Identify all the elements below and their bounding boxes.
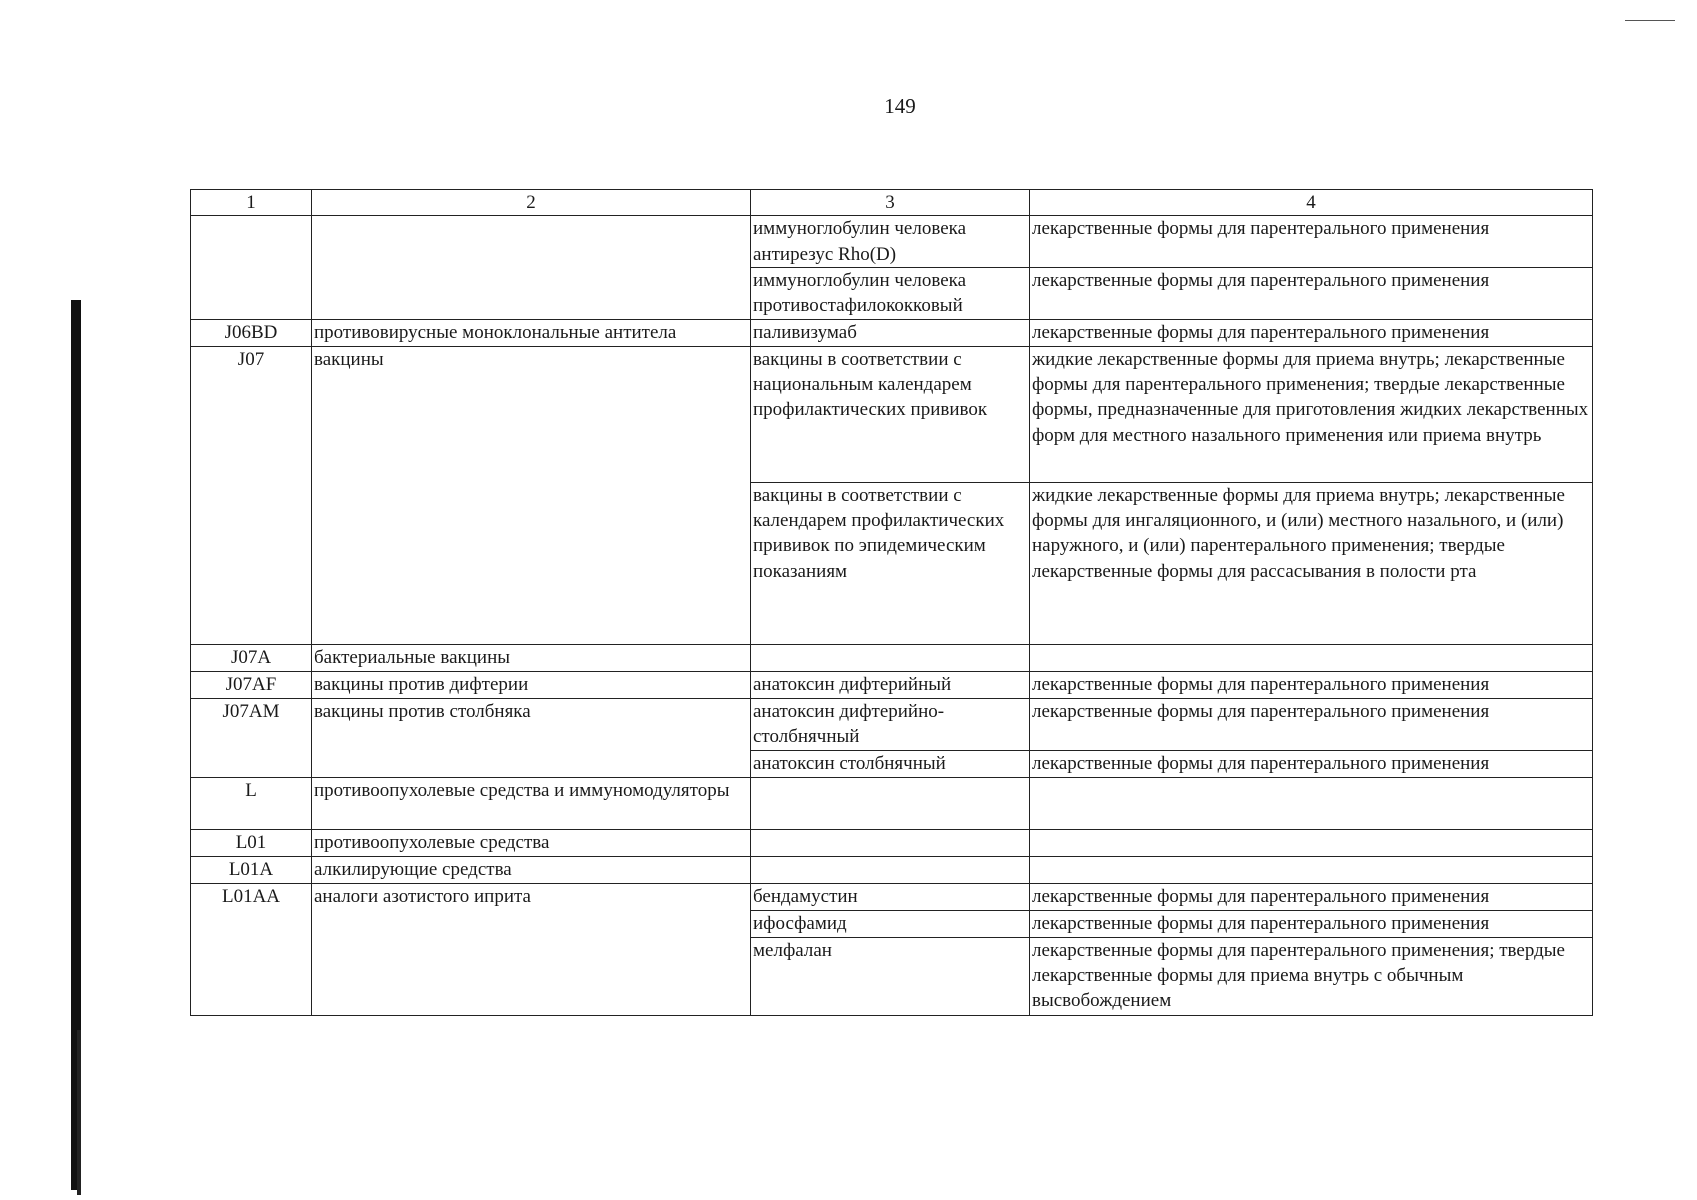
group-name-cell: противовирусные моноклональные антитела [312,319,751,346]
drug-name-cell: анатоксин столбнячный [751,750,1030,777]
drug-name-cell: бендамустин [751,883,1030,910]
group-name-cell: вакцины против столбняка [312,698,751,777]
group-name-cell: аналоги азотистого иприта [312,883,751,1015]
table-row [191,856,1593,883]
dosage-form-cell: лекарственные формы для парентерального применения [1030,910,1593,937]
drug-name-cell: иммуноглобулин человека антирезус Rho(D) [751,216,1030,268]
dosage-form-cell: лекарственные формы для парентерального применения [1030,883,1593,910]
dosage-form-cell: лекарственные формы для парентерального применения [1030,267,1593,319]
dosage-form-cell [1030,644,1593,671]
dosage-form-cell: лекарственные формы для парентерального применения [1030,319,1593,346]
dosage-form-cell: лекарственные формы для парентерального применения [1030,698,1593,750]
group-name-cell: вакцины против дифтерии [312,671,751,698]
drug-name-cell [751,644,1030,671]
group-name-cell: противоопухолевые средства [312,829,751,856]
scan-edge-shadow-inner [77,1030,81,1195]
drug-name-cell [751,856,1030,883]
table-row [191,829,1593,856]
dosage-form-cell: лекарственные формы для парентерального применения [1030,671,1593,698]
table-row [191,698,1593,750]
column-number-2: 2 [312,190,751,216]
atc-code-cell: L01AA [191,883,312,1015]
atc-code-cell: J06BD [191,319,312,346]
column-number-3: 3 [751,190,1030,216]
drug-name-cell [751,829,1030,856]
dosage-form-cell: жидкие лекарственные формы для приема внутрь; лекарственные формы для ингаляционного, и (или) местного назального, и (или) наружного, и (или) парентерального применения; твердые лекарственные формы для рассасывания в полости рта [1030,482,1593,644]
atc-code-cell: L01A [191,856,312,883]
atc-code-cell: L [191,777,312,829]
drug-name-cell: анатоксин дифтерийно-столбнячный [751,698,1030,750]
drug-list-table [190,189,1593,1016]
dosage-form-cell [1030,856,1593,883]
dosage-form-cell: жидкие лекарственные формы для приема внутрь; лекарственные формы для парентерального применения; твердые лекарственные формы, предназначенные для приготовления жидких лекарственных форм для местного назального применения или приема внутрь [1030,346,1593,482]
atc-code-cell: L01 [191,829,312,856]
page-number: 149 [884,94,916,118]
dosage-form-cell [1030,777,1593,829]
dosage-form-cell: лекарственные формы для парентерального применения [1030,216,1593,268]
dosage-form-cell [1030,829,1593,856]
table-row [191,319,1593,346]
column-number-4: 4 [1030,190,1593,216]
drug-name-cell: анатоксин дифтерийный [751,671,1030,698]
atc-code-cell: J07AF [191,671,312,698]
group-name-cell: алкилирующие средства [312,856,751,883]
drug-name-cell: иммуноглобулин человека противостафилококковый [751,267,1030,319]
drug-name-cell: паливизумаб [751,319,1030,346]
table-row [191,216,1593,268]
table-row [191,346,1593,482]
table-row [191,671,1593,698]
dosage-form-cell: лекарственные формы для парентерального применения [1030,750,1593,777]
atc-code-cell: J07AM [191,698,312,777]
table-header-row [191,190,1593,216]
drug-name-cell: вакцины в соответствии с национальным календарем профилактических прививок [751,346,1030,482]
drug-name-cell: ифосфамид [751,910,1030,937]
drug-name-cell: вакцины в соответствии с календарем профилактических прививок по эпидемическим показаниям [751,482,1030,644]
column-number-1: 1 [191,190,312,216]
table-row [191,883,1593,910]
atc-code-cell [191,216,312,320]
group-name-cell: вакцины [312,346,751,644]
table-row [191,644,1593,671]
drug-name-cell: мелфалан [751,937,1030,1015]
scan-corner-mark [1625,20,1675,21]
table-row [191,777,1593,829]
drug-name-cell [751,777,1030,829]
atc-code-cell: J07 [191,346,312,644]
dosage-form-cell: лекарственные формы для парентерального применения; твердые лекарственные формы для приема внутрь с обычным высвобождением [1030,937,1593,1015]
group-name-cell: противоопухолевые средства и иммуномодуляторы [312,777,751,829]
atc-code-cell: J07A [191,644,312,671]
group-name-cell: бактериальные вакцины [312,644,751,671]
group-name-cell [312,216,751,320]
